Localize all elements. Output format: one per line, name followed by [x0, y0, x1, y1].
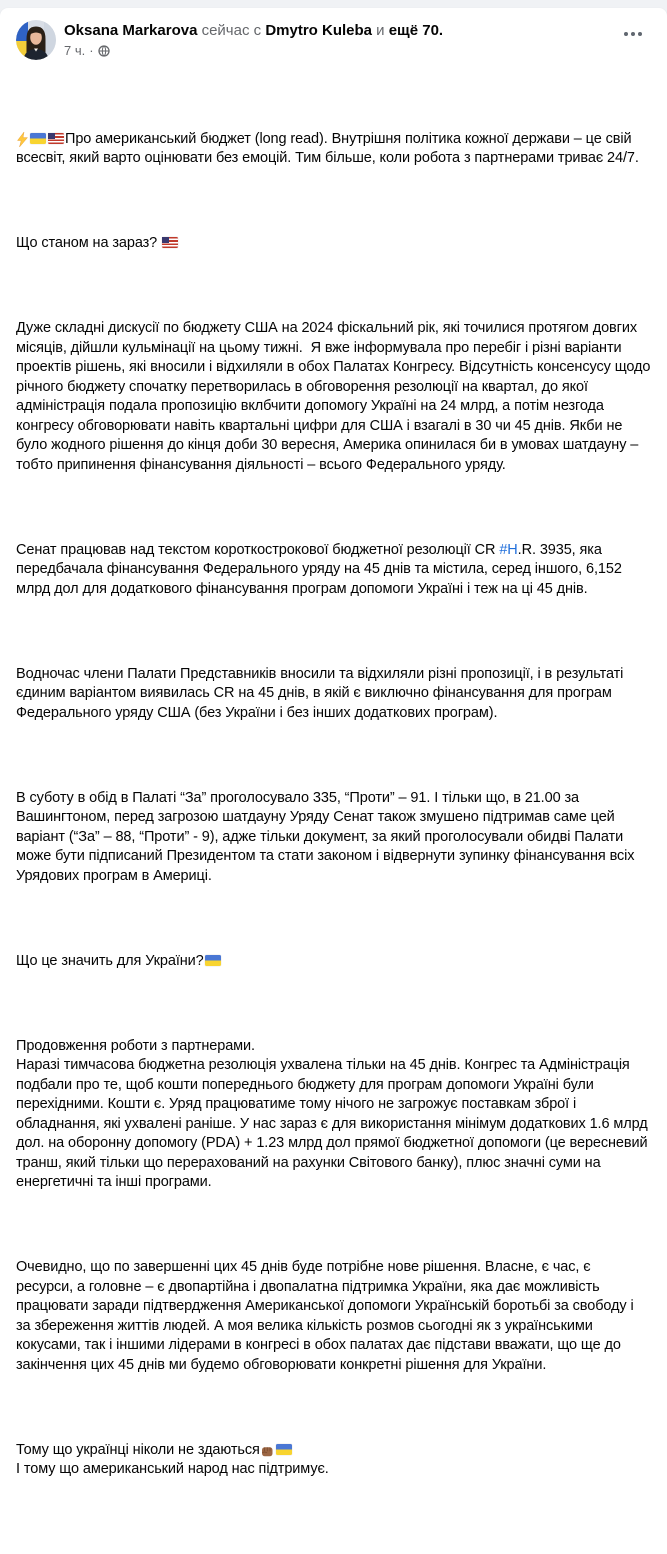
post-paragraph-intro — [16, 130, 651, 169]
paragraph-text: Що станом на зараз? — [16, 235, 162, 251]
paragraph-text: Продовження роботи з партнерами. — [16, 1037, 255, 1054]
paragraph-text: Що це значить для України? — [16, 952, 204, 969]
lightning-emoji-icon — [16, 132, 29, 147]
paragraph-text: І тому що американський народ нас підтримує. — [16, 1461, 329, 1477]
tagged-person-name[interactable]: Dmytro Kuleba — [265, 22, 372, 39]
three-dots-icon — [624, 32, 628, 36]
post-header — [16, 20, 651, 60]
paragraph-text: Наразі тимчасова бюджетна резолюція ухвалена тільки на 45 днів. Конгрес та Адміністрація подбали про те, щоб кошти попереднього бюджету для програм допомоги Україні були перехідними. Кошти є. Уряд працюватиме тому нічого не загрожує поставкам зброї і обладнання, які ухвалені раніше. У нас зараз є для використання мінімум додаткових 1.6 млрд дол. на оборонну допомогу (PDA) + 1.23 млрд дол прямої бюджетної допомоги (це вересневий транш, який тільки що перерахований на рахунки Світового банку), плюс значні суми на енергетичні та інші програми. — [16, 1057, 652, 1190]
post-body — [16, 71, 655, 1538]
ukraine-flag-emoji — [30, 133, 46, 144]
post-paragraph-votes: В суботу в обід в Палаті “За” проголосувало 335, “Проти” – 91. І тільки що, в 21.00 за Вашингтоном, перед загрозою шатдауну Уряду Сенат також змушено підтримав саме цей варіант (“За” – 88, “Проти” - 9), адже тільки документ, за який проголосували обидві Палати може бути підписаний Президентом та стати законом і відвернути зупинку фінансування всіх Урядових програм в Америці. — [16, 789, 639, 884]
more-tagged-link[interactable]: ещё 70 — [388, 22, 439, 39]
us-flag-emoji — [162, 237, 178, 248]
post-paragraph-question-now — [16, 234, 651, 254]
hashtag-link[interactable]: #H — [499, 541, 518, 558]
headline-period: . — [438, 22, 444, 39]
post-paragraph-continuation — [16, 1037, 651, 1193]
avatar[interactable] — [16, 20, 56, 60]
meta-separator: · — [89, 43, 94, 58]
post-paragraph-outlook: Очевидно, що по завершенні цих 45 днів буде потрібне нове рішення. Власне, є час, є ресурси, а головне – є двопартійна і двопалатна підтримка України, яка дає можливість працювати заради підтвердження Американської допомоги Українській боротьбі за свободу і за збереження життів людей. А моя велика кількість розмов сьогодні як з українськими кокусами, так і іншими лідерами в конгресі в обох палатах дає підстави вважати, що ще до закінчення цих 45 днів ми будемо обговорювати конкретні рішення для України. — [16, 1259, 638, 1373]
post-paragraph-house-cr: Водночас члени Палати Представників вносили та відхиляли різні пропозиції, і в результаті єдиним варіантом виявилась CR на 45 днів, в якій є виключно фінансування для програм Федерального уряду США (без України і без інших додаткових програм). — [16, 665, 628, 721]
avatar-photo — [16, 20, 56, 60]
paragraph-text: Про американський бюджет (long read). Внутрішня політика кожної держави – це свій всесвіт, який варто оцінювати без емоцій. Тим більше, коли робота з партнерами триває 24/7. — [16, 130, 639, 166]
fist-emoji-icon — [260, 1445, 275, 1458]
author-name[interactable]: Oksana Markarova — [64, 22, 198, 39]
paragraph-text: Сенат працював над текстом короткострокової бюджетної резолюції CR — [16, 541, 500, 558]
facebook-post-card — [0, 8, 667, 1554]
post-paragraph-budget-discussions: Дуже складні дискусії по бюджету США на 2024 фіскальний рік, які точилися протягом довгих місяців, дійшли кульмінації на цьому тижні. Я вже інформувала про перебіг і різні варіанти проектів рішень, які вносили і відхиляли в обох Палатах Конгресу. Відсутність консенсусу щодо річного бюджету спочатку перетворилась в обговорення резолюції на квартал, до якої адміністрація подала пропозицію вклбчити допомогу Україні на 24 млрд, а потім незгода конгресу обговорювати навіть квартальні цифри для США і взагалі в 30 чи 45 днів. Якби не було жодного рішення до кінця доби 30 вересня, Америка опинилася би в умовах шатдауну – тобто припинення фінансування діяльності – всього Федерального уряду. — [16, 320, 655, 473]
us-flag-emoji — [48, 133, 64, 144]
ukraine-flag-emoji — [205, 955, 221, 966]
post-options-button[interactable] — [615, 16, 651, 52]
headline — [64, 21, 607, 40]
timestamp[interactable]: 7 ч. — [64, 43, 86, 58]
post-paragraph-senate-cr — [16, 541, 651, 600]
headline-context-prefix: сейчас с — [197, 22, 266, 39]
post-header-text — [64, 20, 607, 59]
paragraph-text: .R. 3935, яка передбачала фінансування Федерального уряду на 45 днів та містила, серед іншого, 6,152 млрд дол для додаткового фінансування програм допомоги Україні і теж на ці 45 днів. — [16, 541, 626, 597]
headline-context-and: и — [372, 22, 389, 39]
globe-privacy-icon — [98, 45, 110, 57]
post-meta-line — [64, 43, 607, 59]
ukraine-flag-emoji — [276, 1444, 292, 1455]
paragraph-text: Тому що українці ніколи не здаються — [16, 1441, 260, 1458]
post-paragraph-closing — [16, 1441, 651, 1480]
post-paragraph-question-ukraine — [16, 952, 651, 972]
